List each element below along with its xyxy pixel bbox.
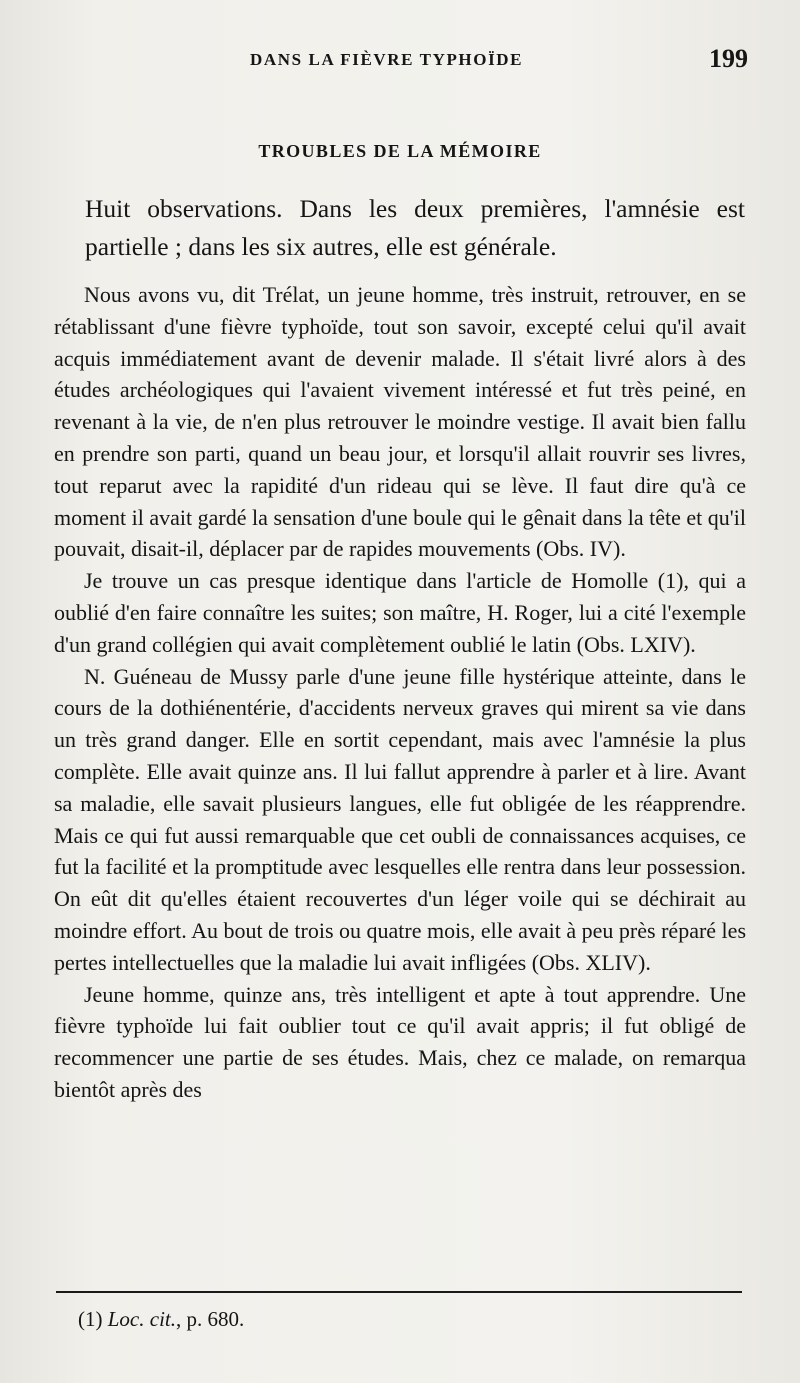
running-title: DANS LA FIÈVRE TYPHOÏDE [250,50,524,69]
paragraph-trelat: Nous avons vu, dit Trélat, un jeune homme, très instruit, retrouver, en se rétablissant d'une fièvre typhoïde, tout son savoir, excepté celui qu'il avait acquis immédiatement avant de devenir malade. Il s'était livré alors à des études archéologiques qui l'avaient vivement intéressé et fut très peiné, en revenant à la vie, de n'en plus retrouver le moindre vestige. Il avait bien fallu en prendre son parti, quand un beau jour, et lorsqu'il allait rouvrir ses livres, tout reparut avec la rapidité d'un rideau qui se lève. Il faut dire qu'à ce moment il avait gardé la sensation d'une boule qui le gênait dans la tête et qu'il pouvait, disait-il, déplacer par de rapides mouvements (Obs. IV). [54,282,746,562]
footnote [78,1307,244,1332]
paragraph-jeune-homme: Jeune homme, quinze ans, très intelligent et apte à tout apprendre. Une fièvre typhoïde lui fait oublier tout ce qu'il avait appris; il fut obligé de recommencer une partie de ses études. Mais, chez ce malade, on remarqua bientôt après des [54,981,746,1102]
body-text [54,279,746,1106]
footnote-source: Loc. cit. [107,1307,176,1331]
running-head [58,44,748,76]
page-number: 199 [709,44,748,73]
footnote-marker: (1) [78,1307,103,1331]
paragraph-gueneau: N. Guéneau de Mussy parle d'une jeune fille hystérique atteinte, dans le cours de la dothiénentérie, d'accidents nerveux graves qui mirent sa vie dans un très grand danger. Elle en sortit cependant, mais avec l'amnésie la plus complète. Elle avait quinze ans. Il lui fallut apprendre à parler et à lire. Avant sa maladie, elle savait plusieurs langues, elle fut obligée de les réapprendre. Mais ce qui fut aussi remarquable que cet oubli de connaissances acquises, ce fut la facilité et la promptitude avec lesquelles elle rentra dans leur possession. On eût dit qu'elles étaient recouvertes d'un léger voile qui se déchirait au moindre effort. Au bout de trois ou quatre mois, elle avait à peu près réparé les pertes intellectuelles que la maladie lui avait infligées (Obs. XLIV). [54,663,746,975]
section-title: TROUBLES DE LA MÉMOIRE [258,141,542,161]
footnote-rule [56,1291,742,1293]
footnote-page-ref: , p. 680. [176,1307,245,1331]
paragraph-homolle: Je trouve un cas presque identique dans l'article de Homolle (1), qui a oublié d'en faire connaître les suites; son maître, H. Roger, lui a cité l'exemple d'un grand collégien qui avait complètement oublié le latin (Obs. LXIV). [54,568,746,657]
section-summary: Huit observations. Dans les deux premières, l'amnésie est partielle ; dans les six autres, elle est générale. [85,194,745,261]
